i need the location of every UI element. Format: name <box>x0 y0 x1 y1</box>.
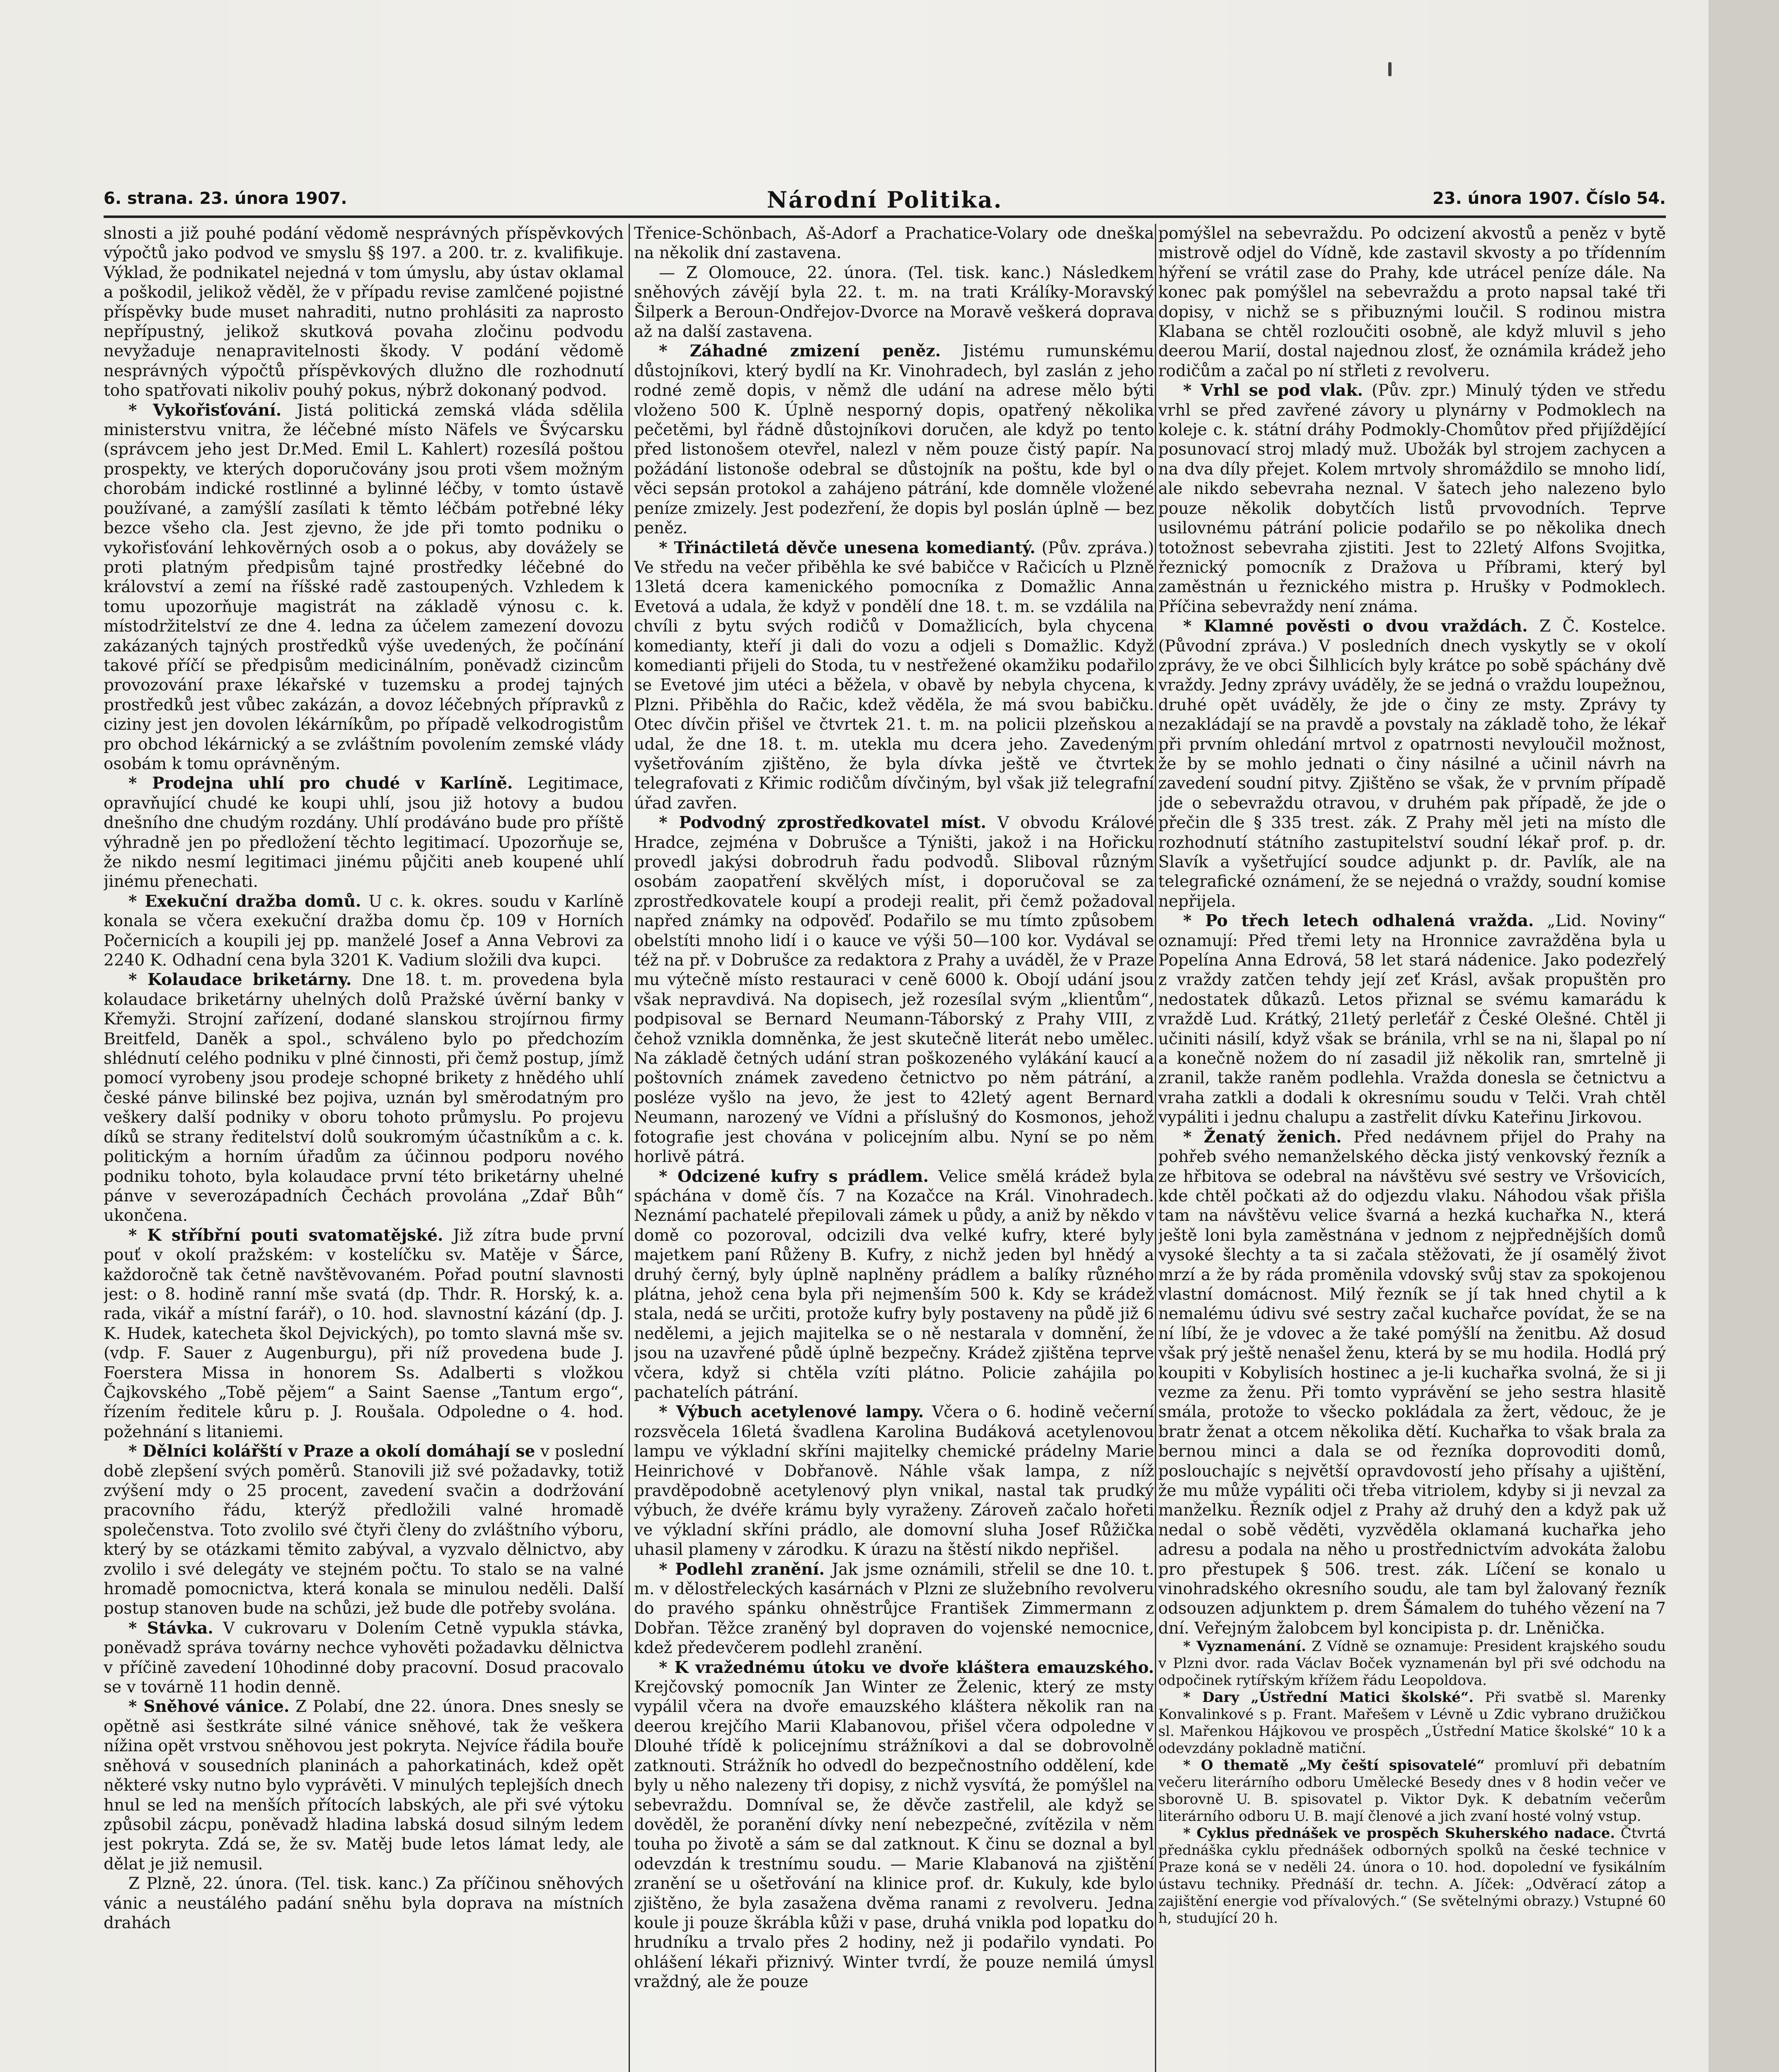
article-text: Jistá politická zemská vláda sdělila ministerstvu vnitra, že léčebné místo Näfels ve Švýcarsku (správcem jeho jest Dr.Med. Emil L. Kahlert) rozesílá poštou prospekty, ve kterých doporučovány jsou proti všem možným chorobám indické rostlinné a bylinné léčby, v tomto ústavě používané, a zamýšlí zasílati k těmto léčbám potřebné léky bezce všeho cla. Jest zjevno, že jde při tomto podniku o vykořisťování lehkověrných osob a o pokus, aby dovážely se proti platným předpisům tajné prostředky léčebné do království a zemí na říšské radě zastoupených. Vzhledem k tomu upozorňuje magistrát na základě výnosu c. k. místodržitelství ze dne 4. ledna za účelem zamezení dovozu zakázaných tajných prostředků výše uvedených, že počínání takové příčí se předpisům medicinálním, poněvadž cizincům provozování praxe lékařské v tuzemsku a prodej tajných prostředků jest vůbec zakázán, a dovoz léčebných přípravků z ciziny jest jen dovolen lékárníkům, po případě velkodrogistům pro obchod lékárnický a se zvláštním povolením zemské vlády osobám k tomu oprávněným. <box>104 401 624 773</box>
scan-margin <box>1709 0 1779 2072</box>
article-text: U c. k. okres. soudu v Karlíně konala se včera exekuční dražba domu čp. 109 v Horních Počernicích a koupili jej pp. manželé Josef a Anna Vebrovi za 2240 K. Odhadní cena byla 3201 K. Vadium složili dva kupci. <box>104 892 624 970</box>
article <box>104 774 624 891</box>
column-3 <box>1158 224 1666 2072</box>
article-headline: * Odcizené kufry s prádlem. <box>659 1167 929 1186</box>
article-text: Dne 18. t. m. provedena byla kolaudace briketárny uhelných dolů Pražské úvěrní banky v Křemyži. Strojní zařízení, dodané slanskou strojírnou firmy Breitfeld, Daněk a spol., schváleno bylo po předchozím shlédnutí celého podniku v plné činnosti, při čemž postup, jímž pomocí vyrobeny jsou prodeje schopné brikety z hnědého uhlí české pánve bilinské bez pojiva, uznán byl směrodatným pro veškery další podniky v oboru tohoto průmyslu. Po projevu díků se strany ředitelství dolů soukromým účastníkům a c. k. politickým a horním úřadům za účinnou podporu nového podniku tohoto, byla kolaudace první této briketárny uhelné pánve v severozápadních Čechách provolána „Zdař Bůh“ ukončena. <box>104 971 624 1225</box>
article-headline: * Vykořisťování. <box>128 400 282 420</box>
article-headline: * Exekuční dražba domů. <box>128 891 361 911</box>
article-text: Před nedávnem přijel do Prahy na pohřeb svého nemanželského děcka jistý venkovský řezník a ze hřbitova se odebral na návštěvu své sestry ve Vršovicích, kde chtěl počkati až do odjezdu vlaku. Náhodou však přišla tam na návštěvu velice švarná a hezká kuchařka N., která ještě loni byla zaměstnána v jednom z nejpřednějších domů vysoké šlechty a ta si začala stěžovati, že jí osamělý život mrzí a že by ráda proměnila vdovský svůj stav za spokojenou vlastní domácnost. Milý řezník se jí tak hned chytil a k nemalému údivu své sestry začal kuchařce povídat, že se na ní líbí, že je vdovec a že také pomýšlí na ženitbu. Až dosud však prý ještě nenašel ženu, která by se mu hodila. Hodlá prý koupiti v Kobylisích hostinec a je-li kuchařka svolná, že si ji vezme za ženu. Při tomto vyprávění se jeho sestra hlasitě smála, protože to všecko pokládala za žert, vědouc, že je bratr ženat a otcem několika dětí. Kuchařka to však brala za bernou minci a dala se od řezníka doprovoditi domů, poslouchajíc s největší opravdovostí jeho přísahy a ujištění, že mu může vypáliti oči třeba vitriolem, kdyby si ji nevzal za manželku. Řezník odjel z Prahy až druhý den a když pak už nedal o sobě věděti, vyzvěděla oklamaná kuchařka jeho adresu a podala na něho u prostřednictvím advokáta žalobu pro přestupek § 506. trest. zák. Líčení se konalo u vinohradského okresního soudu, ale tam byl žalovaný řezník odsouzen adjunktem p. drem Šámalem do tuhého vězení na 7 dní. Veřejným žalobcem byl koncipista p. dr. Lněnička. <box>1158 1128 1666 1638</box>
article-headline: * Po třech letech odhalená vražda. <box>1183 911 1534 931</box>
article-text: (Pův. zpr.) Minulý týden ve středu vrhl se před zavřené závory u plynárny v Podmoklech na koleje c. k. státní dráhy Podmokly-Chomůtov před přijíždějící posunovací stroj mladý muž. Ubožák byl strojem zachycen a na dva díly přejet. Kolem mrtvoly shromáždilo se mnoho lidí, ale nikdo sebevraha neznal. V šatech jeho nalezeno bylo pouze několik dobytčích listů prvovodních. Teprve usilovnému pátrání policie podařilo se po několika dnech totožnost sebevraha zjistiti. Jest to 22letý Alfons Svojitka, řeznický pomocník z Dražova u Příbrami, který byl zaměstnán u řeznického mistra p. Hrušky v Podmoklech. Příčina sebevraždy není známa. <box>1158 381 1666 616</box>
article-text: Krejčovský pomocník Jan Winter ze Želenic, který ze msty vypálil včera na dvoře emauzského kláštera několik ran na deerou krejčího Marii Klabanovou, přišel včera odpoledne v Dlouhé třídě k policejnímu strážníkovi a dal se dobrovolně zatknouti. Strážník ho odvedl do bezpečnostního oddělení, kde byly u něho nalezeny tři dopisy, z nichž vysvítá, že pomýšlel na sebevraždu. Domníval se, že děvče zastřelil, ale když se dověděl, že poranění dívky není nebezpečné, zvítězila v něm touha po životě a sám se dal zatknout. K činu se doznal a byl odevzdán k trestnímu soudu. — Marie Klabanová na zjištění zranění se u ošetřování na klinice prof. dr. Kukuly, kde bylo zjištěno, že byla zasažena dvěma ranami z revolveru. Jedna koule ji pouze škrábla kůži v pase, druhá vnikla pod lopatku do hrudníku a trvalo přes 2 hodiny, než ji podařilo vyndati. Po ohlášení lékaři přiznivý. Winter tvrdí, že pouze nemilá úmysl vraždný, ale že pouze <box>634 1678 1154 1992</box>
article-text: Velice smělá krádež byla spáchána v domě čís. 7 na Kozačce na Král. Vinohradech. Neznámí pachatelé přepilovali zámek u půdy, a aniž by někdo v domě co pozoroval, odcizili dva velké kufry, které byly majetkem paní Růženy B. Kufry, z nichž jeden byl hnědý a druhý černý, byly úplně naplněny prádlem a balíky různého plátna, jehož cena byla při nejmenším 500 k. Kdy se krádež stala, nedá se určiti, protože kufry byly postaveny na půdě již 6 nedělemi, a jejich majitelka se o ně nestarala v domnění, že jsou na uzavřené půdě úplně bezpečny. Krádež zjištěna teprve včera, když si chtěla vzíti plátno. Policie zahájila po pachatelích pátrání. <box>634 1167 1154 1402</box>
article-headline: * Podlehl zranění. <box>659 1559 825 1579</box>
article-headline: * K vražednému útoku ve dvoře kláštera emauzského. <box>659 1658 1154 1677</box>
article-headline: * Vrhl se pod vlak. <box>1183 381 1363 400</box>
article <box>1158 1757 1666 1825</box>
masthead-title: Národní Politika. <box>767 186 1003 213</box>
article-headline: * Sněhové vánice. <box>128 1697 290 1716</box>
header-page-date: 6. strana. 23. února 1907. <box>104 189 347 208</box>
article <box>104 401 624 774</box>
article <box>1158 1638 1666 1689</box>
article <box>1158 381 1666 617</box>
article-headline: * Třináctiletá děvče unesena komediantý. <box>659 538 1036 557</box>
article-text: (Pův. zpráva.) Ve středu na večer přiběhla ke své babičce v Račicích u Plzně 13letá dcera kamenického pomocníka z Domažlic Anna Evetová a udala, že když v pondělí dne 18. t. m. se vzdálila na chvíli z bytu svých rodičů v Domažlicích, byla chycena komedianty, kteří ji dali do vozu a odjeli s Domažlic. Když komedianti přijeli do Stoda, tu v nestřežené okamžiku podařilo se Evetové jim utéci a běžela, v obavě by nebyla chycena, k Plzni. Přiběhla do Račic, kdež věděla, že má svou babičku. Otec dívčin přišel ve čtvrtek 21. t. m. na policii plzeňskou a udal, že dne 18. t. m. utekla mu dcera jeho. Zavedeným vyšetřováním zjištěno, že byla dívka ještě ve čtvrtek telegrafovati z Křimic rodičům dívčiným, byl však již telegrafní úřad zavřen. <box>634 538 1154 813</box>
article-text: Třenice-Schönbach, Aš-Adorf a Prachatice-Volary ode dneška na několik dní zastavena. <box>634 224 1154 263</box>
article-headline: * Záhadné zmizení peněz. <box>659 341 941 361</box>
article <box>634 538 1154 813</box>
article <box>634 341 1154 538</box>
article <box>634 1402 1154 1559</box>
article-text: v poslední době zlepšení svých poměrů. Stanovili již své požadavky, totiž zvýšení mdy o 25 procent, zavedení svačin a dodržování pracovního řádu, kterýž předložili valné hromadě společenstva. Toto zvolilo své čtyři členy do zvláštního výboru, který by se otázkami těmito zabýval, a vyzvalo dělnictvo, aby zvolilo i své delegáty ve stejném počtu. To stalo se na valné hromadě pomocnictva, která konala se minulou neděli. Další postup stanoven bude na schůzi, jež bude dle potřeby svolána. <box>104 1442 624 1618</box>
article <box>1158 1825 1666 1927</box>
scan-mark <box>1388 62 1392 76</box>
article-text: Z Vídně se oznamuje: President krajského soudu v Plzni dvor. rada Václav Boček vyznamenán byl při své odchodu na odpočinek rytířským křížem řádu Leopoldova. <box>1158 1638 1666 1689</box>
article <box>104 892 624 971</box>
article-text: „Lid. Noviny“ oznamují: Před třemi lety na Hronnice zavražděna byla u Popelína Anna Edrová, 58 let stará nádenice. Jako podezřelý z vraždy zatčen tehdy její zeť Krásl, avšak propuštěn pro nedostatek důkazů. Letos přiznal se svému kamarádu k vraždě Lud. Krátký, 21letý perleťář z České Olešné. Chtěl ji učiniti násilí, když však se bránila, vrhl se na ni, šlapal po ní a konečně nožem do ní zasadil již několik ran, smrtelně ji zranil, takže raněm podlehla. Vražda donesla se četnictvu a vraha zatkli a dodali k okresnímu soudu v Telči. Vrah chtěl vypáliti i jednu chalupu a zastřelit dívku Kateřinu Jirkovou. <box>1158 912 1666 1127</box>
article-headline: * K stříbřní pouti svatomatějské. <box>128 1225 443 1245</box>
article <box>1158 911 1666 1127</box>
article-text: Z Polabí, dne 22. února. Dnes snesly se opětně asi šestkráte silné vánice sněhové, tak že veškera nížina opět vrstvou sněhovou jest pokryta. Nejvíce řádila bouře sněhová v sousedních planinách a pahorkatinách, kdež opět některé vsky nutno bylo vyprávěti. V minulých teplejších dnech hnul se led na menších přítocích labských, ale při své výtoku způsobil zácpu, poněvadž hladina labská dosud silným ledem jest pokryta. Zdá se, že sv. Matěj bude letos lámat ledy, ale dělat je již nemusil. <box>104 1697 624 1874</box>
column-2 <box>634 224 1154 2072</box>
article-text: Při svatbě sl. Marenky Konvalinkové s p. Frant. Mařešem v Lévně u Zdic vybrano družičkou sl. Mařenkou Hájkovou ve prospěch „Ústřední Matice školské“ 10 k a odevzdány pokladně matiční. <box>1158 1689 1666 1757</box>
article-text: V cukrovaru v Dolením Cetně vypukla stávka, poněvadž správa továrny nechce vyhověti požadavku dělnictva v příčině zavedení 10hodinné doby pracovní. Dosud pracovalo se v továrně 11 hodin denně. <box>104 1619 624 1697</box>
article-text: Legitimace, opravňující chudé ke koupi uhlí, jsou již hotovy a budou dnešního dne chudým rozdány. Uhlí prodáváno bude pro příště výhradně jen po předložení těchto legitimací. Upozorňuje se, že nikdo nesmí legitimaci jinému půjčiti aneb koupené uhlí jinému přenechati. <box>104 774 624 891</box>
article-text: slnosti a již pouhé podání vědomě nesprávných příspěvkových výpočtů jako podvod ve smyslu §§ 197. a 200. tr. z. kvalifikuje. Výklad, že podnikatel nejedná v tom úmyslu, aby ústav oklamal a poškodil, jelikož věděl, že v případu revise zamlčené pojistné příspěvky bude muset nahraditi, nutno prohlásiti za naprosto nepřípustný, jelikož skutková povaha zločinu podvodu nevyžaduje nenapravitelnosti škody. V podání vědomě nesprávných výpočtů příspěvkových dlužno dle rozhodnutí toho spatřovati nikoliv pouhý pokus, nýbrž dokonaný podvod. <box>104 224 624 400</box>
article-headline: * Prodejna uhlí pro chudé v Karlíně. <box>128 774 513 793</box>
article-text: Již zítra bude první pouť v okolí pražském: v kostelíčku sv. Matěje v Šárce, každoročně tak četně navštěvovaném. Pořad poutní slavnosti jest: o 8. hodině ranní mše svatá (dp. Thdr. R. Horský, k. a. rada, vikář a místní farář), o 10. hod. slavnostní kázání (dp. J. K. Hudek, katecheta škol Dejvických), po tomto slavná mše sv. (vdp. F. Sauer z Augenburgu), při níž provedena bude J. Foerstera Missa in honorem Ss. Adalberti s vložkou Čajkovského „Tobě pějem“ a Saint Saense „Tantum ergo“, řízením ředitele kůru p. J. Roušala. Odpoledne o 4. hod. požehnání s litaniemi. <box>104 1226 624 1441</box>
article-headline: * Klamné pověsti o dvou vraždách. <box>1183 617 1528 636</box>
article-text: Včera o 6. hodině večerní rozsvěcela 16letá švadlena Karolina Budáková acetylenovou lampu ve výkladní skříni majitelky chemické prádelny Marie Heinrichové v Dobřanově. Náhle však lampa, z níž pravděpodobně acetylenový plyn vnikal, nastal tak prudký výbuch, že dvéře krámu byly vyraženy. Zároveň začalo hořeti ve výkladní skříni prádlo, ale domovní sluha Josef Růžička uhasil plameny v zárodku. K úrazu na štěstí nikdo nepřišel. <box>634 1403 1154 1559</box>
article <box>634 1560 1154 1658</box>
article-text: — Z Olomouce, 22. února. (Tel. tisk. kanc.) Následkem sněhových závějí byla 22. t. m. na trati Králíky-Moravský Šilperk a Beroun-Ondřejov-Dvorce na Moravě veškerá doprava až na další zastavena. <box>634 263 1154 341</box>
article <box>104 1442 624 1619</box>
page-header <box>104 186 1666 218</box>
article-headline: * O thematě „My čeští spisovatelé“ <box>1183 1757 1485 1774</box>
article-text: Jistému rumunskému důstojníkovi, který bydlí na Kr. Vinohradech, byl zaslán z jeho rodné země dopis, v němž dle udání na adrese mělo býti vloženo 500 K. Úplně nesporný dopis, opatřený několika pečetěmi, byl řádně důstojníkovi doručen, ale když po tento před listonošem otevřel, nalezl v něm pouze čistý papír. Na požádání listonoše odebral se důstojník na poštu, kde byl o věci sepsán protokol a zahájeno pátrání, kde domněle vložené peníze zmizely. Jest podezření, že dopis byl poslán úplně — bez peněz. <box>634 342 1154 538</box>
article <box>634 813 1154 1167</box>
article-text: pomýšlel na sebevraždu. Po odcizení akvostů a peněz v bytě mistrově odjel do Vídně, kde zastavil skvosty a po třídenním hýření se vrátil zase do Prahy, kde utrácel peníze dále. Na konec pak pomýšlel na sebevraždu a proto napsal také tři dopisy, v nichž se s přibuznými loučil. S rodinou mistra Klabana se chtěl rozloučiti osobně, ale když mluvil s jeho deerou Marií, dostal najednou zlosť, že oznámila krádež jeho rodičům a začal po ní střleti z revolveru. <box>1158 224 1666 380</box>
article <box>104 1697 624 1874</box>
article <box>1158 1689 1666 1757</box>
article-headline: * Stávka. <box>128 1618 213 1638</box>
header-issue-number: 23. února 1907. Číslo 54. <box>1432 189 1666 208</box>
article-text: promluví při debatním večeru literárního odboru Umělecké Besedy dnes v 8 hodin večer ve sborovně U. B. spisovatel p. Viktor Dyk. K debatním večerům literárního odboru U. B. mají členové a jich zvaní hosté volný vstup. <box>1158 1757 1666 1825</box>
article-text: Čtvrtá přednáška cyklu přednášek odborných spolků na české technice v Praze koná se v neděli 24. února o 10. hod. dopolední ve fysikálním ústavu techniky. Přednáší dr. techn. A. Jíček: „Odvěrací zátop a zajištění energie vod přívalových.“ (Se světelnými obrazy.) Vstupné 60 h, studující 20 h. <box>1158 1825 1666 1927</box>
article-headline: * Dary „Ústřední Matici školské“. <box>1183 1689 1474 1706</box>
article <box>1158 617 1666 911</box>
article <box>634 1658 1154 1992</box>
article-headline: * Výbuch acetylenové lampy. <box>659 1402 924 1422</box>
article <box>104 1619 624 1697</box>
article <box>634 1167 1154 1403</box>
article-headline: * Vyznamenání. <box>1183 1638 1306 1655</box>
article-text: Jak jsme oznámili, střelil se dne 10. t. m. v dělostřeleckých kasárnách v Plzni ze služebního revolveru do pravého spánku ohněstrůjce František Zimmermann z Dobřan. Těžce zraněný byl dopraven do vojenské nemocnice, kdež předevčerem podlehl zranění. <box>634 1560 1154 1658</box>
article-headline: * Cyklus přednášek ve prospěch Skuherského nadace. <box>1183 1825 1615 1842</box>
article <box>104 970 624 1225</box>
article-text: V obvodu Králové Hradce, zejména v Dobrušce a Týništi, jakož i na Hořicku provedl jakýsi dobrodruh řadu podvodů. Sliboval různým osobám zaopatření skvělých míst, i doporučoval se za zprostředkovatele koupí a prodeji realit, při čemž požadoval napřed známky na odpověď. Podařilo se mu tímto způsobem obelstíti mnoho lidí i o kauce ve výši 50—100 kor. Vydával se též na př. v Dobrušce za redaktora z Prahy a uváděl, že v Praze mu výtečně místo restauraci v ceně 6000 k. Obojí udání jsou však nepravdivá. Na dopisech, jež rozesílal svým „klientům“, podpisoval se Bernard Neumann-Táborský z Prahy VIII, z čehož vznikla domněnka, že jest skutečně literát nebo umělec. Na základě četných udání stran poškozeného vylákání kaucí a poštovních známek zavedeno četnictvo po něm pátrání, a posléze vyšlo na jevo, že jest to 42letý agent Bernard Neumann, narozený ve Vídni a příslušný do Kosmonos, jehož fotografie jest chována v policejním albu. Nyní se po něm horlivě pátrá. <box>634 813 1154 1167</box>
article-text: Z Č. Kostelce. (Původní zpráva.) V posledních dnech vyskytly se v okolí zprávy, že ve obci Šilhlicích byly krátce po sobě spáchány dvě vraždy. Jedny zprávy uváděly, že se jedná o vraždu loupežnou, druhé opět uváděly, že jde o činy ze msty. Zprávy ty nezakládají se na pravdě a povstaly na základě toho, že lékař při prvním ohledání mrtvol z opatrnosti nevyloučil možnost, že by se mohlo jednati o činy násilné a učinil návrh na zavedení soudní pitvy. Zjištěno se však, že v prvním případě jde o sebevraždu otravou, v druhém pak případě, že jde o přečin dle § 335 trest. zák. Z Prahy měl jeti na místo dle rozhodnutí státního zastupitelství soudní lékař prof. p. dr. Slavík a vyšetřující soudce adjunkt p. dr. Pavlík, ale na telegrafické oznámení, že se nejedná o vraždy, soudní komise nepřijela. <box>1158 617 1666 911</box>
article-headline: * Kolaudace briketárny. <box>128 970 352 990</box>
article <box>1158 1128 1666 1639</box>
column-rule-2 <box>1155 224 1156 2072</box>
article <box>104 1226 624 1442</box>
article-text: Z Plzně, 22. února. (Tel. tisk. kanc.) Za příčinou sněhových vánic a neustálého padání sněhu byla doprava na místních drahách <box>104 1874 624 1932</box>
article-headline: * Podvodný zprostředkovatel míst. <box>659 813 986 833</box>
article-headline: * Dělníci kolářští v Praze a okolí domáhají se <box>128 1442 535 1461</box>
article-headline: * Ženatý ženich. <box>1183 1127 1342 1147</box>
column-rule-1 <box>629 224 630 2072</box>
column-1 <box>104 224 624 2072</box>
